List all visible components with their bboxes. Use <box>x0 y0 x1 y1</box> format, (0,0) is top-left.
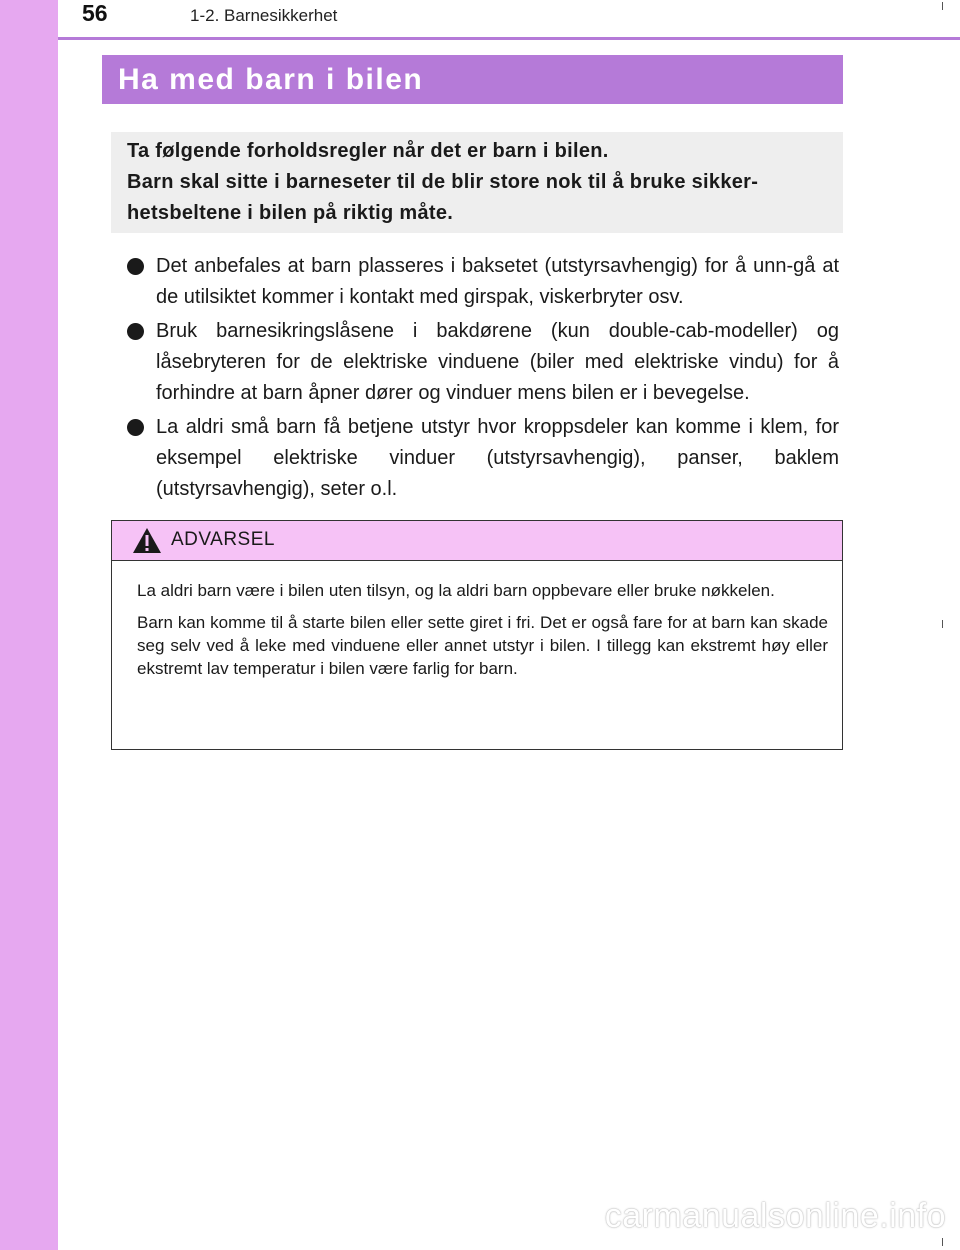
list-item-text: La aldri små barn få betjene utstyr hvor kroppsdeler kan komme i klem, for eksempel elektriske vinduer (utstyrsavhengig), panser, baklem (utstyrsavhengig), seter o.l. <box>156 416 839 500</box>
intro-line: hetsbeltene i bilen på riktig måte. <box>127 202 454 224</box>
warning-paragraph: La aldri barn være i bilen uten tilsyn, og la aldri barn oppbevare eller bruke nøkkelen. <box>137 581 775 600</box>
watermark: carmanualsonline.info <box>604 1197 946 1235</box>
crop-mark-top <box>942 2 943 10</box>
warning-body <box>112 561 842 680</box>
intro-box <box>111 132 843 233</box>
crop-mark-bottom <box>942 1238 943 1246</box>
list-item <box>127 316 839 409</box>
warning-title: ADVARSEL <box>171 529 275 550</box>
side-color-strip <box>0 0 58 1250</box>
list-item-text: Det anbefales at barn plasseres i baksetet (utstyrsavhengig) for å unn-gå at de utilsiktet kommer i kontakt med girspak, viskerbryter osv. <box>156 255 839 308</box>
bullet-icon <box>127 323 144 340</box>
warning-header <box>112 521 842 561</box>
bullet-icon <box>127 419 144 436</box>
page-title: Ha med barn i bilen <box>118 63 424 96</box>
list-item-text: Bruk barnesikringslåsene i bakdørene (kun double-cab-modeller) og låsebryteren for de elektriske vinduene (biler med elektriske vindu) for å forhindre at barn åpner dører og vinduer mens bilen er i bevegelse. <box>156 320 839 404</box>
crop-mark-middle <box>942 620 943 628</box>
warning-triangle-icon <box>132 527 162 554</box>
list-item <box>127 412 839 505</box>
page-number: 56 <box>82 0 108 26</box>
warning-box <box>111 520 843 750</box>
precaution-list <box>127 251 839 508</box>
list-item <box>127 251 839 313</box>
warning-paragraph: Barn kan komme til å starte bilen eller sette giret i fri. Det er også fare for at barn kan skade seg selv ved å leke med vinduene eller annet utstyr i bilen. I tillegg kan ekstremt høy eller ekstremt lav temperatur i bilen være farlig for barn. <box>137 613 828 678</box>
intro-line: Ta følgende forholdsregler når det er barn i bilen. <box>127 140 609 162</box>
section-title-bar <box>102 55 843 104</box>
intro-line: Barn skal sitte i barneseter til de blir store nok til å bruke sikker- <box>127 171 759 193</box>
bullet-icon <box>127 258 144 275</box>
section-reference: 1-2. Barnesikkerhet <box>190 6 338 25</box>
